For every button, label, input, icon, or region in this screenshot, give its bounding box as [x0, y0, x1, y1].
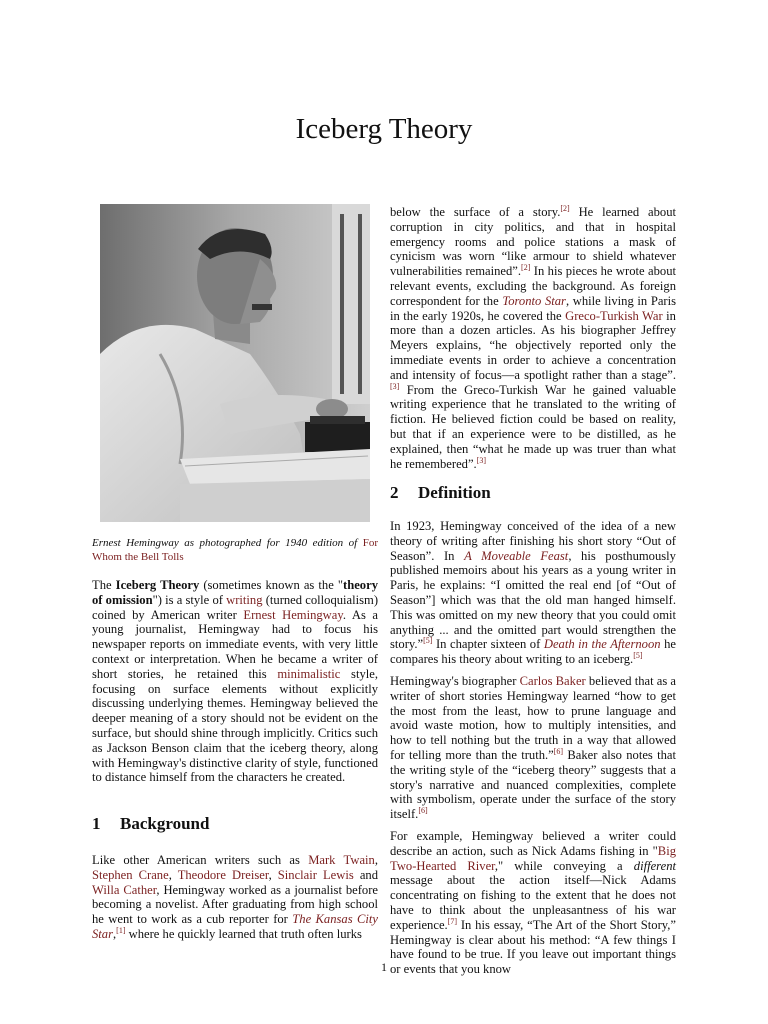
body-text: For example, Hemingway believed a writer could describe an action, such as Nick Adams fishing in " [390, 828, 676, 858]
body-text: From the Greco-Turkish War he gained valuable writing experience that he translated to the writing of fiction. He believed fiction could be based on reality, but that if an experience were to be distilled, as he explained, then “what he made up was truer than what he remembered”. [390, 382, 676, 471]
section-heading-background [92, 814, 209, 834]
body-text: Hemingway's biographer [390, 673, 520, 688]
section-title: Definition [418, 483, 491, 502]
background-paragraph-continued [390, 205, 676, 471]
hemingway-photo [100, 204, 370, 522]
photo-caption [92, 536, 378, 564]
body-text: , [268, 867, 278, 882]
citation-2[interactable]: [2] [560, 203, 570, 213]
definition-paragraph-3 [390, 829, 676, 977]
caption-text: Ernest Hemingway as photographed for 1940 edition of [92, 537, 363, 549]
section-title: Background [120, 814, 210, 833]
intro-section [92, 578, 378, 785]
body-text: , [113, 926, 117, 941]
link-greco-turkish-war[interactable]: Greco-Turkish War [565, 308, 663, 323]
intro-text: The [92, 578, 116, 592]
body-text: in more than a dozen articles. As his biographer Jeffrey Meyers explains, “he objectively reported only the immediate events in order to achieve a concentration and intensity of focus—a spotlight rather than a stage”. [390, 308, 676, 382]
link-willa-cather[interactable]: Willa Cather [92, 882, 157, 897]
body-text: In his essay, “The Art of the Short Story,” Hemingway is clear about his method: “A few things I have found to be true. If you leave out important things or events that you know [390, 917, 676, 977]
definition-section [390, 519, 676, 977]
citation-2[interactable]: [2] [521, 263, 531, 272]
emphasis-different: different [633, 858, 676, 873]
link-mark-twain[interactable]: Mark Twain [308, 853, 375, 867]
intro-text: (sometimes known as the " [199, 578, 344, 592]
body-text: In 1923, Hemingway conceived of the idea of a new theory of writing after finishing his short story “Out of Season”. In [390, 519, 676, 563]
citation-7[interactable]: [7] [447, 916, 458, 926]
link-stephen-crane[interactable]: Stephen Crane [92, 867, 169, 882]
citation-6[interactable]: [6] [418, 805, 428, 815]
intro-text: (turned colloquialism) coined by American writer [92, 592, 379, 622]
page-title: Iceberg Theory [295, 113, 473, 145]
body-text: Baker also notes that the writing style of the “iceberg theory” suggests that a story's narrative and nuanced complexities, complete with symbolism, operate under the surface of the story itself. [390, 747, 677, 822]
body-text: , Hemingway worked as a journalist before becoming a novelist. After graduating from high school he went to work as a cub reporter for [92, 882, 378, 927]
body-text: message about the action itself—Nick Adams concentrating on fishing to the extent that he does not have to think about the unpleasantness of his war experience. [390, 873, 676, 932]
section-number: 2 [390, 483, 399, 502]
citation-5[interactable]: [5] [423, 636, 433, 646]
citation-6[interactable]: [6] [553, 746, 564, 756]
body-text: Like other American writers such as [92, 853, 309, 867]
body-text: where he quickly learned that truth often lurks [125, 926, 362, 941]
definition-paragraph-2 [390, 674, 676, 822]
page-number: 1 [381, 960, 387, 974]
link-sinclair-lewis[interactable]: Sinclair Lewis [277, 867, 354, 882]
intro-text: style, focusing on surface elements without explicitly discussing underlying themes. Hemingway believed the deeper meaning of a story should not be evident on the surface, but should shine through implicitly. Critics such as Jackson Benson claim that the iceberg theory, along with Hemingway's distinctive clarity of style, functioned to distance himself from the characters he created. [92, 666, 378, 785]
body-text: In his pieces he wrote about relevant events, excluding the background. As foreign correspondent for the [390, 264, 676, 308]
intro-text: . As a young journalist, Hemingway had to focus his newspaper reports on immediate events, with very little context or interpretation. When he became a writer of short stories, he retained this [92, 607, 378, 681]
citation-5[interactable]: [5] [633, 650, 643, 660]
link-writing[interactable]: writing [226, 592, 263, 607]
body-text: , [168, 867, 178, 882]
background-section [92, 853, 378, 942]
term-iceberg-theory: Iceberg Theory [115, 578, 200, 592]
background-continued [390, 205, 676, 471]
link-carlos-baker[interactable]: Carlos Baker [519, 673, 586, 688]
definition-paragraph-1 [390, 519, 676, 667]
intro-paragraph [92, 578, 378, 785]
section-number: 1 [92, 814, 101, 833]
body-text: He learned about corruption in city politics, and that in hospital emergency rooms and police stations a mask of cynicism was worn “like armour to shield whatever vulnerabilities remained”. [390, 205, 676, 279]
citation-1[interactable]: [1] [116, 925, 126, 935]
link-minimalistic[interactable]: minimalistic [277, 666, 341, 681]
body-text: believed that as a writer of short stories Hemingway learned “how to get the most from the least, how to prune language and avoid waste motion, how to multiply intensities, and how to tell nothing but the truth in a way that allowed for telling more than the truth.” [390, 673, 677, 762]
section-heading-definition [390, 483, 491, 503]
link-toronto-star[interactable]: Toronto Star [502, 293, 566, 308]
body-text: and [353, 867, 378, 882]
link-kansas-city-star[interactable]: The Kansas City Star [92, 912, 378, 941]
link-theodore-dreiser[interactable]: Theodore Dreiser [177, 867, 269, 882]
body-text: below the surface of a story. [390, 205, 561, 219]
body-text: , [374, 853, 378, 867]
body-text: , while living in Paris in the early 1920s, he covered the [390, 293, 677, 323]
link-a-moveable-feast[interactable]: A Moveable Feast [464, 548, 569, 563]
citation-3[interactable]: [3] [390, 381, 400, 391]
body-text: In chapter sixteen of [432, 637, 544, 652]
citation-3[interactable]: [3] [476, 455, 487, 465]
link-big-two-hearted-river[interactable]: Big Two-Hearted River [390, 843, 676, 873]
body-text: he compares his theory about writing to an iceberg. [390, 637, 676, 667]
term-theory-of-omission: theory of omission [92, 578, 378, 607]
link-ernest-hemingway[interactable]: Ernest Hemingway [243, 607, 343, 622]
caption-link-for-whom-the-bell-tolls[interactable]: For Whom the Bell Tolls [92, 537, 378, 563]
intro-text: ") is a style of [152, 592, 227, 607]
body-text: ," while conveying a [494, 858, 634, 873]
link-death-in-the-afternoon[interactable]: Death in the Afternoon [543, 637, 661, 652]
background-paragraph [92, 853, 378, 942]
body-text: , his posthumously published memoirs about his years as a young writer in Paris, he explains: “I omitted the real end [of “Out of Season”] which was that the old man hanged himself. This was omitted on my new theory that you could omit anything ... and the omitted part would strengthen the story.” [390, 548, 676, 652]
